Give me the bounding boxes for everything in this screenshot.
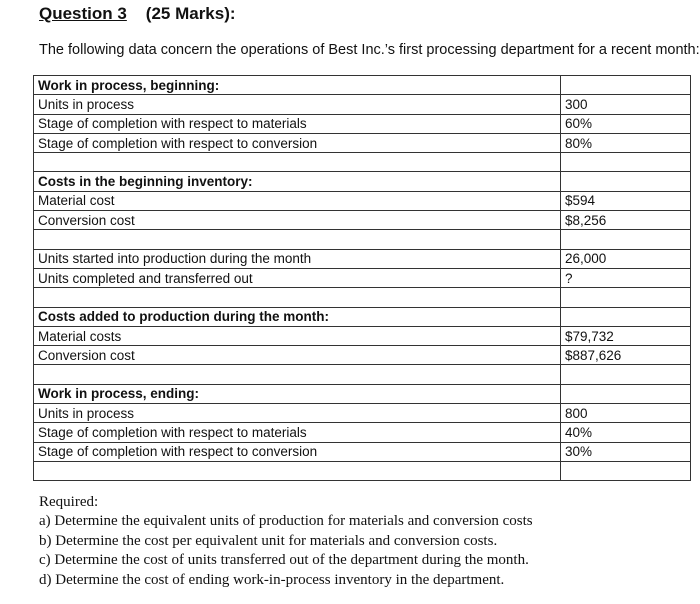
table-row <box>34 461 691 480</box>
table-row <box>34 365 691 384</box>
label-cell <box>34 288 561 307</box>
table-row <box>34 211 691 230</box>
label-cell: Material cost <box>34 191 561 210</box>
value-cell <box>561 76 691 95</box>
value-cell <box>561 384 691 403</box>
table-row <box>34 404 691 423</box>
section-header-cell: Costs in the beginning inventory: <box>34 172 561 191</box>
table-row <box>34 114 691 133</box>
label-cell: Stage of completion with respect to conversion <box>34 133 561 152</box>
table-row <box>34 249 691 268</box>
value-cell: 300 <box>561 95 691 114</box>
value-cell <box>561 230 691 249</box>
table-row <box>34 442 691 461</box>
value-cell <box>561 153 691 172</box>
label-cell: Stage of completion with respect to conversion <box>34 442 561 461</box>
table-row <box>34 153 691 172</box>
table-row <box>34 326 691 345</box>
table-row <box>34 95 691 114</box>
label-cell: Stage of completion with respect to materials <box>34 114 561 133</box>
value-cell: $887,626 <box>561 346 691 365</box>
label-cell: Units in process <box>34 404 561 423</box>
intro-text: The following data concern the operations of Best Inc.’s first processing department for a recent month: <box>39 42 700 58</box>
question-number: Question 3 <box>39 4 127 23</box>
label-cell: Units completed and transferred out <box>34 268 561 287</box>
label-cell <box>34 461 561 480</box>
required-section <box>39 493 533 590</box>
label-cell <box>34 153 561 172</box>
required-item-c: c) Determine the cost of units transferred out of the department during the month. <box>39 552 529 569</box>
table-row <box>34 423 691 442</box>
required-item-b: b) Determine the cost per equivalent unit for materials and conversion costs. <box>39 532 498 549</box>
required-title: Required: <box>39 494 99 510</box>
table-row <box>34 346 691 365</box>
required-item-a: a) Determine the equivalent units of production for materials and conversion costs <box>39 513 533 530</box>
value-cell: ? <box>561 268 691 287</box>
value-cell: 26,000 <box>561 249 691 268</box>
table-row <box>34 133 691 152</box>
value-cell: 40% <box>561 423 691 442</box>
table-row <box>34 384 691 403</box>
value-cell: 30% <box>561 442 691 461</box>
value-cell: $8,256 <box>561 211 691 230</box>
label-cell: Conversion cost <box>34 346 561 365</box>
label-cell: Units started into production during the month <box>34 249 561 268</box>
value-cell <box>561 307 691 326</box>
table-row <box>34 307 691 326</box>
table-row <box>34 191 691 210</box>
question-heading <box>39 4 236 24</box>
value-cell: 800 <box>561 404 691 423</box>
label-cell: Units in process <box>34 95 561 114</box>
section-header-cell: Work in process, beginning: <box>34 76 561 95</box>
section-header-cell: Costs added to production during the month: <box>34 307 561 326</box>
value-cell: $79,732 <box>561 326 691 345</box>
label-cell: Conversion cost <box>34 211 561 230</box>
table-row <box>34 76 691 95</box>
section-header-cell: Work in process, ending: <box>34 384 561 403</box>
table-row <box>34 230 691 249</box>
value-cell <box>561 172 691 191</box>
data-table <box>33 75 691 481</box>
table-row <box>34 288 691 307</box>
label-cell <box>34 365 561 384</box>
question-marks: (25 Marks): <box>145 4 236 23</box>
label-cell: Material costs <box>34 326 561 345</box>
label-cell: Stage of completion with respect to materials <box>34 423 561 442</box>
label-cell <box>34 230 561 249</box>
required-item-d: d) Determine the cost of ending work-in-process inventory in the department. <box>39 571 505 588</box>
table-row <box>34 172 691 191</box>
value-cell: 60% <box>561 114 691 133</box>
value-cell <box>561 288 691 307</box>
table-row <box>34 268 691 287</box>
value-cell: $594 <box>561 191 691 210</box>
value-cell: 80% <box>561 133 691 152</box>
value-cell <box>561 365 691 384</box>
value-cell <box>561 461 691 480</box>
